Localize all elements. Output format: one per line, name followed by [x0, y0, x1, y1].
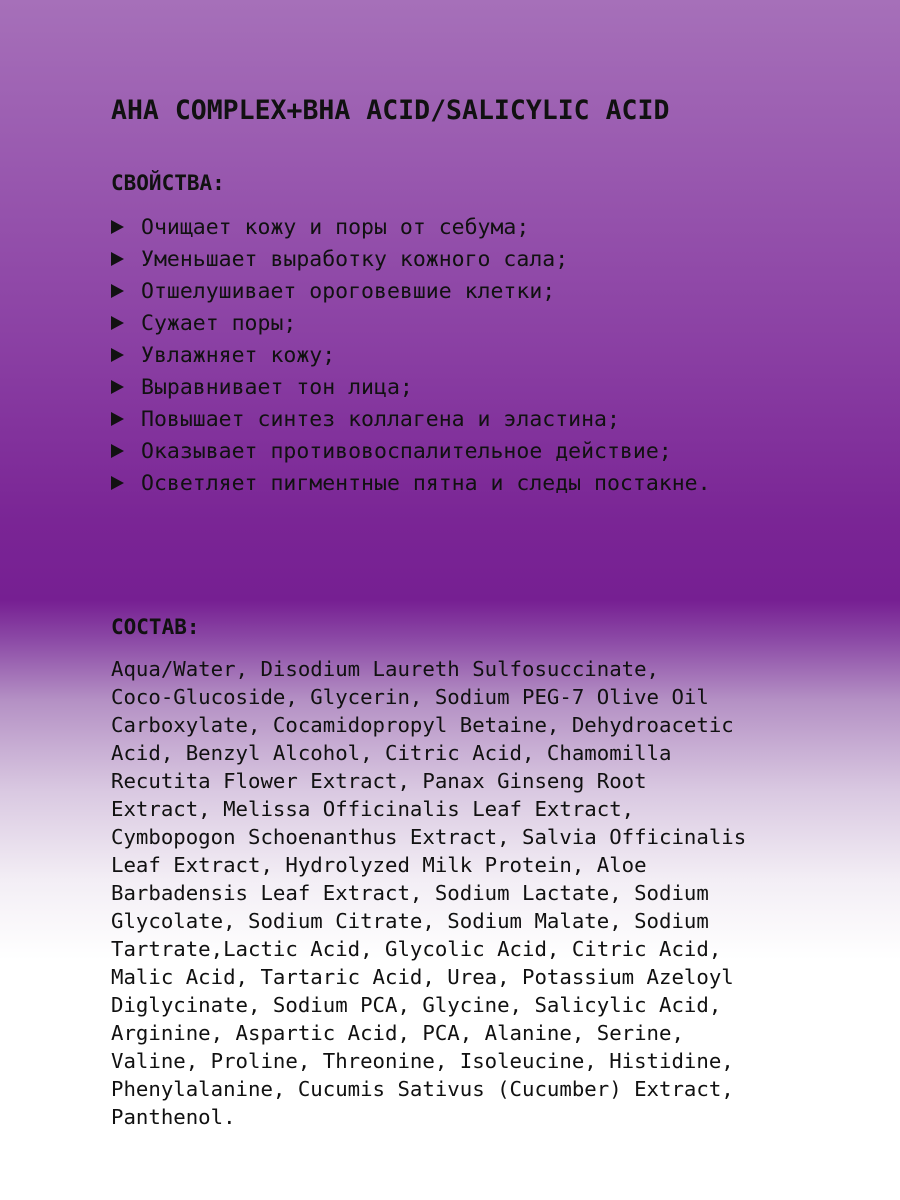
list-item: [111, 403, 711, 435]
list-item: [111, 435, 711, 467]
list-item: [111, 339, 711, 371]
list-item-text: Увлажняет кожу;: [141, 342, 336, 368]
list-item-text: Выравнивает тон лица;: [141, 374, 413, 400]
list-item: [111, 371, 711, 403]
list-item: [111, 211, 711, 243]
product-title: AHA COMPLEX+BHA ACID/SALICYLIC ACID: [111, 95, 670, 126]
list-item: [111, 275, 711, 307]
triangle-right-icon: [111, 220, 124, 234]
list-item: [111, 243, 711, 275]
list-item-text: Отшелушивает ороговевшие клетки;: [141, 278, 556, 304]
composition-heading: СОСТАВ:: [111, 615, 200, 639]
properties-heading: СВОЙСТВА:: [111, 171, 225, 195]
triangle-right-icon: [111, 284, 124, 298]
composition-ingredients: Aqua/Water, Disodium Laureth Sulfosuccinate, Coco-Glucoside, Glycerin, Sodium PEG-7 Olive Oil Carboxylate, Cocamidopropyl Betaine, Dehydroacetic Acid, Benzyl Alcohol, Citric Acid, Chamomilla Recutita Flower Extract, Panax Ginseng Root Extract, Melissa Officinalis Leaf Extract, Cymbopogon Schoenanthus Extract, Salvia Officinalis Leaf Extract, Hydrolyzed Milk Protein, Aloe Barbadensis Leaf Extract, Sodium Lactate, Sodium Glycolate, Sodium Citrate, Sodium Malate, Sodium Tartrate,Lactic Acid, Glycolic Acid, Citric Acid, Malic Acid, Tartaric Acid, Urea, Potassium Azeloyl Diglycinate, Sodium PCA, Glycine, Salicylic Acid, Arginine, Aspartic Acid, PCA, Alanine, Serine, Valine, Proline, Threonine, Isoleucine, Histidine, Phenylalanine, Cucumis Sativus (Cucumber) Extract, Panthenol.: [111, 657, 747, 1129]
list-item-text: Осветляет пигментные пятна и следы постакне.: [141, 470, 711, 496]
list-item-text: Сужает поры;: [141, 310, 297, 336]
list-item: [111, 307, 711, 339]
list-item: [111, 467, 711, 499]
triangle-right-icon: [111, 476, 124, 490]
list-item-text: Уменьшает выработку кожного сала;: [141, 246, 569, 272]
triangle-right-icon: [111, 444, 124, 458]
triangle-right-icon: [111, 252, 124, 266]
properties-list: [111, 211, 711, 499]
list-item-text: Очищает кожу и поры от себума;: [141, 214, 530, 240]
list-item-text: Оказывает противовоспалительное действие;: [141, 438, 672, 464]
list-item-text: Повышает синтез коллагена и эластина;: [141, 406, 620, 432]
triangle-right-icon: [111, 316, 124, 330]
triangle-right-icon: [111, 380, 124, 394]
triangle-right-icon: [111, 348, 124, 362]
triangle-right-icon: [111, 412, 124, 426]
